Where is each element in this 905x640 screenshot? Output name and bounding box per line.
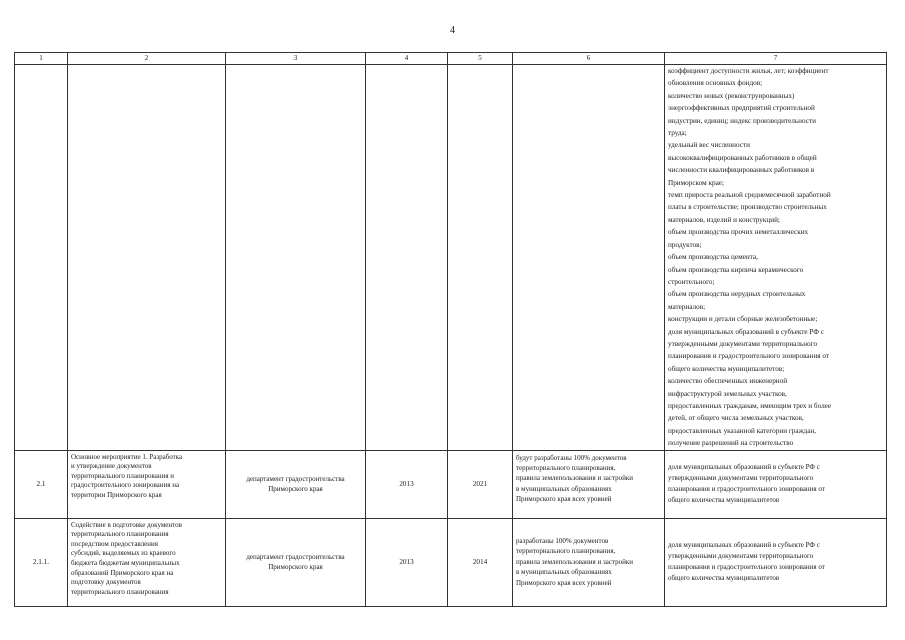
text-line: доля муниципальных образований в субъекте РФ с — [668, 327, 824, 336]
col-header: 2 — [68, 53, 226, 65]
end-year: 2021 — [448, 450, 513, 518]
executor-cell — [226, 518, 366, 606]
start-year: 2013 — [366, 450, 448, 518]
expected-result — [513, 534, 664, 590]
text-line: департамент градостроительства — [246, 553, 345, 562]
text-line: энергоэффективных предприятий строительной — [668, 104, 815, 113]
table-row — [15, 65, 887, 451]
column-number-row — [15, 53, 887, 65]
col-header: 5 — [448, 53, 513, 65]
text-line: разработаны 100% документов — [516, 537, 609, 546]
measure-name — [68, 519, 225, 600]
text-line: строительного; — [668, 277, 715, 286]
text-line: территориального планирования, — [516, 547, 616, 556]
cell-empty — [366, 65, 448, 451]
text-line: доля муниципальных образований в субъекте РФ с — [668, 463, 820, 472]
end-year: 2014 — [448, 518, 513, 606]
text-line: обновления основных фондов; — [668, 79, 763, 88]
text-line: высококвалифицированных работников в общей — [668, 153, 817, 162]
executor — [226, 474, 365, 494]
text-line: Приморского края — [268, 485, 323, 494]
text-line: предоставленных гражданам, имеющим трех и более — [668, 401, 832, 410]
col-header: 1 — [15, 53, 68, 65]
indicator-cell — [665, 450, 887, 518]
text-line: градостроительного зонирования на — [71, 481, 180, 490]
text-line: Приморском крае; — [668, 178, 724, 187]
text-line: образований Приморского края на — [71, 568, 174, 577]
text-line: территориального планирования, — [516, 464, 616, 472]
text-line: объем производства нерудных строительных — [668, 290, 806, 299]
text-line: и утверждение документов — [71, 462, 152, 471]
col-header: 6 — [513, 53, 665, 65]
text-line: территориального планирования и — [71, 471, 175, 480]
text-line: материалов; — [668, 302, 706, 311]
text-line: планирования и градостроительного зонирования от — [668, 563, 825, 572]
text-line: правила землепользования и застройки — [516, 474, 634, 483]
indicator — [665, 540, 886, 584]
executor-cell — [226, 450, 366, 518]
text-line: материалов, изделий и конструкций; — [668, 215, 780, 224]
measure-name — [68, 451, 225, 503]
text-line: субсидий, выделяемых из краевого — [71, 549, 176, 558]
measure-name-cell — [68, 518, 226, 606]
text-line: количество обеспеченных инженерной — [668, 377, 788, 386]
expected-result — [513, 451, 664, 507]
col-header: 7 — [665, 53, 887, 65]
text-line: в муниципальных образованиях — [516, 568, 612, 577]
col-header: 4 — [366, 53, 448, 65]
text-line: детей, от общего числа земельных участков, — [668, 414, 804, 423]
text-line: доля муниципальных образований в субъекте РФ с — [668, 541, 820, 550]
program-table — [14, 52, 887, 607]
text-line: объем производства прочих неметаллических — [668, 228, 809, 237]
col-header: 3 — [226, 53, 366, 65]
indicators-cell — [665, 65, 887, 451]
executor — [226, 552, 365, 572]
text-line: предоставленных указанной категории граждан, — [668, 426, 817, 435]
row-number: 2.1 — [15, 450, 68, 518]
indicators-list — [665, 65, 886, 450]
text-line: получение разрешений на строительство — [668, 439, 794, 448]
text-line: Основное мероприятие 1. Разработка — [71, 452, 183, 461]
text-line: платы в строительстве; производство строительных — [668, 203, 827, 212]
text-line: бюджета бюджетам муниципальных — [71, 558, 180, 567]
text-line: утвержденными документами территориального — [668, 552, 814, 561]
text-line: правила землепользования и застройки — [516, 557, 634, 566]
text-line: Приморского края — [268, 563, 323, 572]
start-year: 2013 — [366, 518, 448, 606]
row-number: 2.1.1. — [15, 518, 68, 606]
text-line: конструкции и детали сборные железобетонные; — [668, 315, 818, 324]
cell-empty — [448, 65, 513, 451]
cell-empty — [226, 65, 366, 451]
text-line: общего количества муниципалитетов — [668, 496, 780, 505]
text-line: индустрии, единиц; индекс производительности — [668, 116, 816, 125]
table-row — [15, 450, 887, 518]
text-line: удельный вес численности — [668, 141, 750, 150]
text-line: в муниципальных образованиях — [516, 484, 612, 493]
text-line: планирования и градостроительного зонирования от — [668, 352, 830, 361]
text-line: труда; — [668, 129, 687, 138]
cell-empty — [68, 65, 226, 451]
text-line: Содействие в подготовке документов — [71, 520, 182, 529]
text-line: общего количества муниципалитетов; — [668, 364, 785, 373]
expected-result-cell — [513, 450, 665, 518]
measure-name-cell — [68, 450, 226, 518]
indicator — [665, 462, 886, 506]
text-line: территориального планирования — [71, 530, 169, 539]
text-line: объем производства цемента, — [668, 253, 758, 262]
text-line: территории Приморского края — [71, 490, 162, 499]
text-line: утвержденными документами территориального — [668, 339, 818, 348]
text-line: общего количества муниципалитетов — [668, 574, 780, 583]
text-line: будут разработаны 100% документов — [516, 453, 627, 462]
table-row — [15, 518, 887, 606]
text-line: департамент градостроительства — [246, 475, 345, 484]
text-line: численности квалифицированных работников в — [668, 166, 815, 175]
cell-empty — [513, 65, 665, 451]
text-line: подготовку документов — [71, 578, 141, 587]
expected-result-cell — [513, 518, 665, 606]
text-line: количество новых (реконструированных) — [668, 91, 795, 100]
text-line: посредством предоставления — [71, 539, 158, 548]
indicator-cell — [665, 518, 887, 606]
text-line: продуктов; — [668, 240, 702, 249]
text-line: инфраструктурой земельных участков, — [668, 389, 787, 398]
text-line: территориального планирования — [71, 587, 169, 596]
text-line: коэффициент доступности жилья, лет; коэффициент — [668, 67, 829, 75]
page-number: 4 — [450, 25, 455, 36]
text-line: Приморского края всех уровней — [516, 578, 612, 587]
text-line: утвержденными документами территориального — [668, 474, 814, 483]
cell-empty — [15, 65, 68, 451]
text-line: объем производства кирпича керамического — [668, 265, 804, 274]
text-line: темп прироста реальной среднемесячной заработной — [668, 191, 831, 200]
text-line: Приморского края всех уровней — [516, 495, 612, 504]
text-line: планирования и градостроительного зонирования от — [668, 485, 825, 494]
